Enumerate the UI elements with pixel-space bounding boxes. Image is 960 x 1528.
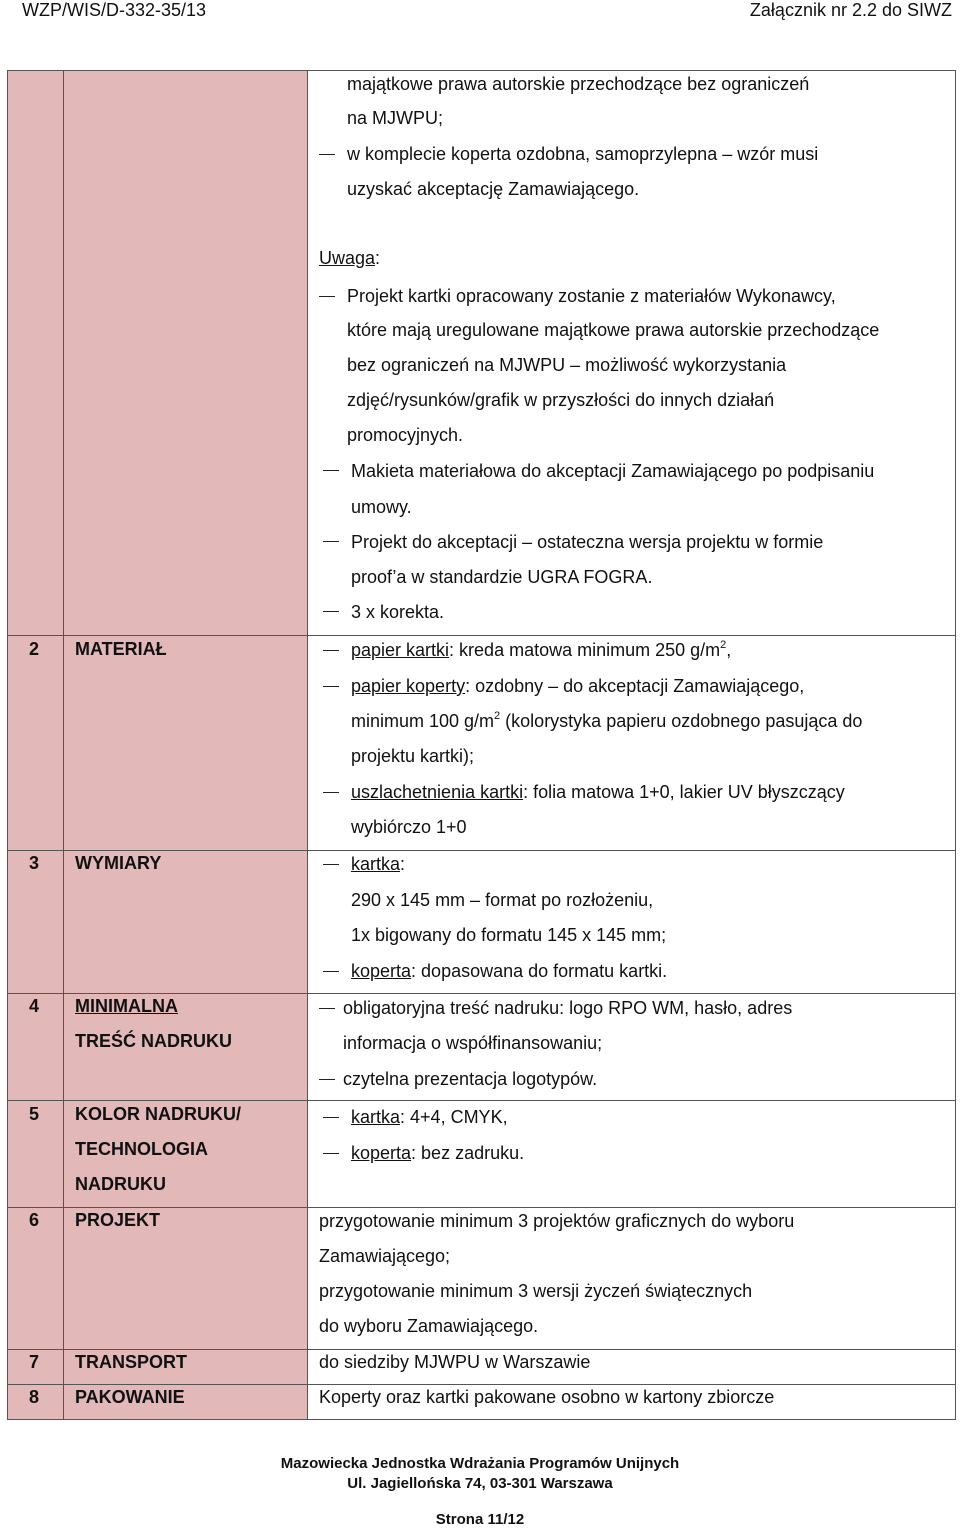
document-number: WZP/WIS/D-332-35/13 bbox=[22, 0, 207, 20]
row-number: 5 bbox=[29, 1104, 40, 1124]
dash-bullet bbox=[319, 154, 335, 155]
table-border-bottom bbox=[7, 1419, 956, 1420]
note-heading: Uwaga: bbox=[319, 248, 381, 268]
list-item-text: umowy. bbox=[351, 497, 412, 517]
list-item-text: projektu kartki); bbox=[351, 746, 475, 766]
cell-text: Koperty oraz kartki pakowane osobno w kartony zbiorcze bbox=[319, 1387, 775, 1407]
row-divider bbox=[7, 1349, 956, 1350]
cell-text: przygotowanie minimum 3 wersji życzeń świątecznych bbox=[319, 1281, 753, 1301]
row-label: MINIMALNA bbox=[75, 996, 178, 1016]
dash-bullet bbox=[323, 686, 339, 687]
row-label: WYMIARY bbox=[75, 853, 162, 873]
list-item-text: uzyskać akceptację Zamawiającego. bbox=[347, 179, 640, 199]
dash-bullet bbox=[323, 971, 339, 972]
cell-text: Zamawiającego; bbox=[319, 1246, 451, 1266]
cell-text: przygotowanie minimum 3 projektów graficznych do wyboru bbox=[319, 1211, 795, 1231]
page-number: Strona 11/12 bbox=[435, 1511, 525, 1528]
list-item-text: kartka: 4+4, CMYK, bbox=[351, 1107, 508, 1127]
footer-organization: Mazowiecka Jednostka Wdrażania Programów Unijnych bbox=[280, 1455, 680, 1472]
list-item-text: kartka: bbox=[351, 854, 406, 874]
list-item-text: uszlachetnienia kartki: folia matowa 1+0, lakier UV błyszczący bbox=[351, 782, 845, 802]
table-border-left bbox=[7, 70, 8, 1420]
cell-text: do wyboru Zamawiającego. bbox=[319, 1316, 539, 1336]
dash-bullet bbox=[319, 296, 335, 297]
list-item-text: w komplecie koperta ozdobna, samoprzylepna – wzór musi bbox=[347, 144, 819, 164]
list-item-text: majątkowe prawa autorskie przechodzące bez ograniczeń bbox=[347, 74, 810, 94]
row-label: MATERIAŁ bbox=[75, 639, 167, 659]
row-number: 3 bbox=[29, 853, 40, 873]
dash-bullet bbox=[319, 1008, 335, 1009]
list-item-text: bez ograniczeń na MJWPU – możliwość wykorzystania bbox=[347, 355, 787, 375]
row-label: PROJEKT bbox=[75, 1210, 161, 1230]
row-number: 7 bbox=[29, 1352, 40, 1372]
list-item-text: Makieta materiałowa do akceptacji Zamawiającego po podpisaniu bbox=[351, 461, 875, 481]
list-item-text: koperta: dopasowana do formatu kartki. bbox=[351, 961, 668, 981]
table-border-top bbox=[7, 70, 956, 71]
list-item-text: Projekt do akceptacji – ostateczna wersja projektu w formie bbox=[351, 532, 824, 552]
dash-bullet bbox=[323, 611, 339, 612]
dash-bullet bbox=[323, 864, 339, 865]
column-divider bbox=[307, 70, 308, 1420]
list-item-text: proof’a w standardzie UGRA FOGRA. bbox=[351, 567, 653, 587]
row-label: PAKOWANIE bbox=[75, 1387, 185, 1407]
list-item-text: koperta: bez zadruku. bbox=[351, 1143, 525, 1163]
annex-label: Załącznik nr 2.2 do SIWZ bbox=[749, 0, 952, 20]
list-item-text: zdjęć/rysunków/grafik w przyszłości do innych działań bbox=[347, 390, 775, 410]
column-divider bbox=[63, 70, 64, 1420]
dash-bullet bbox=[323, 650, 339, 651]
row-number: 6 bbox=[29, 1210, 40, 1230]
list-item-text: które mają uregulowane majątkowe prawa autorskie przechodzące bbox=[347, 320, 880, 340]
list-item-text: Projekt kartki opracowany zostanie z materiałów Wykonawcy, bbox=[347, 286, 836, 306]
row-divider bbox=[7, 635, 956, 636]
specification-table bbox=[7, 70, 956, 1420]
list-item-text: informacja o współfinansowaniu; bbox=[343, 1033, 603, 1053]
cell-text: do siedziby MJWPU w Warszawie bbox=[319, 1352, 591, 1372]
dash-bullet bbox=[323, 541, 339, 542]
dash-bullet bbox=[323, 1153, 339, 1154]
list-item-text: 3 x korekta. bbox=[351, 602, 445, 622]
row-label: TECHNOLOGIA bbox=[75, 1139, 208, 1159]
list-item-text: czytelna prezentacja logotypów. bbox=[343, 1069, 598, 1089]
row-label: KOLOR NADRUKU/ bbox=[75, 1104, 241, 1124]
list-item-text: wybiórczo 1+0 bbox=[351, 817, 467, 837]
row-label: TREŚĆ NADRUKU bbox=[75, 1031, 232, 1051]
row-number: 8 bbox=[29, 1387, 40, 1407]
footer-address: Ul. Jagiellońska 74, 03-301 Warszawa bbox=[347, 1475, 613, 1492]
dash-bullet bbox=[323, 470, 339, 471]
row-label: TRANSPORT bbox=[75, 1352, 187, 1372]
list-item-text: 1x bigowany do formatu 145 x 145 mm; bbox=[351, 925, 667, 945]
page-header bbox=[0, 0, 960, 22]
dash-bullet bbox=[323, 1117, 339, 1118]
list-item-text: papier kartki: kreda matowa minimum 250 $g/m^2$, bbox=[351, 639, 732, 660]
dash-bullet bbox=[323, 792, 339, 793]
list-item-text: na MJWPU; bbox=[347, 108, 444, 128]
list-item-text: 290 x 145 mm – format po rozłożeniu, bbox=[351, 890, 654, 910]
dash-bullet bbox=[319, 1079, 335, 1080]
row-number: 4 bbox=[29, 996, 40, 1016]
list-item-text: promocyjnych. bbox=[347, 425, 464, 445]
list-item-text: minimum 100 $g/m^2$ (kolorystyka papieru ozdobnego pasująca do bbox=[351, 710, 863, 731]
row-divider bbox=[7, 1100, 956, 1101]
table-border-right bbox=[955, 70, 956, 1420]
list-item-text: papier koperty: ozdobny – do akceptacji Zamawiającego, bbox=[351, 676, 805, 696]
row-divider bbox=[7, 1384, 956, 1385]
row-divider bbox=[7, 850, 956, 851]
row-divider bbox=[7, 993, 956, 994]
row-number: 2 bbox=[29, 639, 40, 659]
row-divider bbox=[7, 1207, 956, 1208]
list-item-text: obligatoryjna treść nadruku: logo RPO WM, hasło, adres bbox=[343, 998, 793, 1018]
row-label: NADRUKU bbox=[75, 1174, 166, 1194]
